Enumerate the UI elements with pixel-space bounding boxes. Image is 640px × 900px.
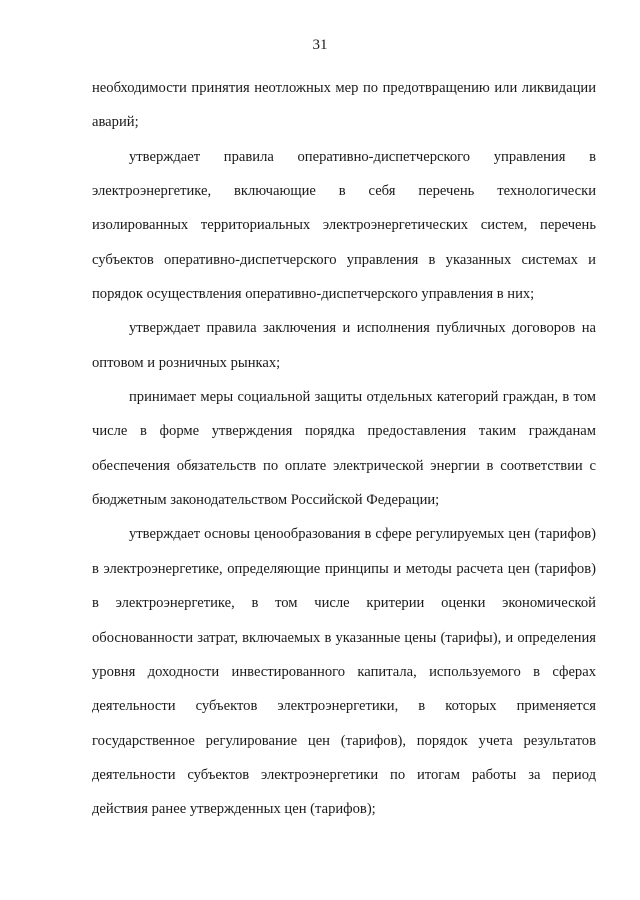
paragraph-2-dispatch-rules: утверждает правила оперативно-диспетчерского управления в электроэнергетике, включающие в себя перечень технологически изолированных территориальных электроэнергетических систем, перечень субъектов оперативно-диспетчерского управления в указанных системах и порядок осуществления оперативно-диспетчерского управления в них; [92,148,596,303]
document-body [92,71,596,827]
paragraph-3-public-contracts: утверждает правила заключения и исполнения публичных договоров на оптовом и розничных рынках; [92,320,596,371]
page-number: 31 [312,37,328,53]
paragraph-1-continuation: необходимости принятия неотложных мер по предотвращению или ликвидации аварий; [92,80,596,131]
paragraph-4-social-protection: принимает меры социальной защиты отдельных категорий граждан, в том числе в форме утверждения порядка предоставления таким гражданам обеспечения обязательств по оплате электрической энергии в соответствии с бюджетным законодательством Российской Федерации; [92,389,596,509]
paragraph-5-pricing-fundamentals: утверждает основы ценообразования в сфере регулируемых цен (тарифов) в электроэнергетике, определяющие принципы и методы расчета цен (тарифов) в электроэнергетике, в том числе критерии оценки экономической обоснованности затрат, включаемых в указанные цены (тарифы), и определения уровня доходности инвестированного капитала, используемого в сферах деятельности субъектов электроэнергетики, в которых применяется государственное регулирование цен (тарифов), порядок учета результатов деятельности субъектов электроэнергетики по итогам работы за период действия ранее утвержденных цен (тарифов); [92,526,596,818]
